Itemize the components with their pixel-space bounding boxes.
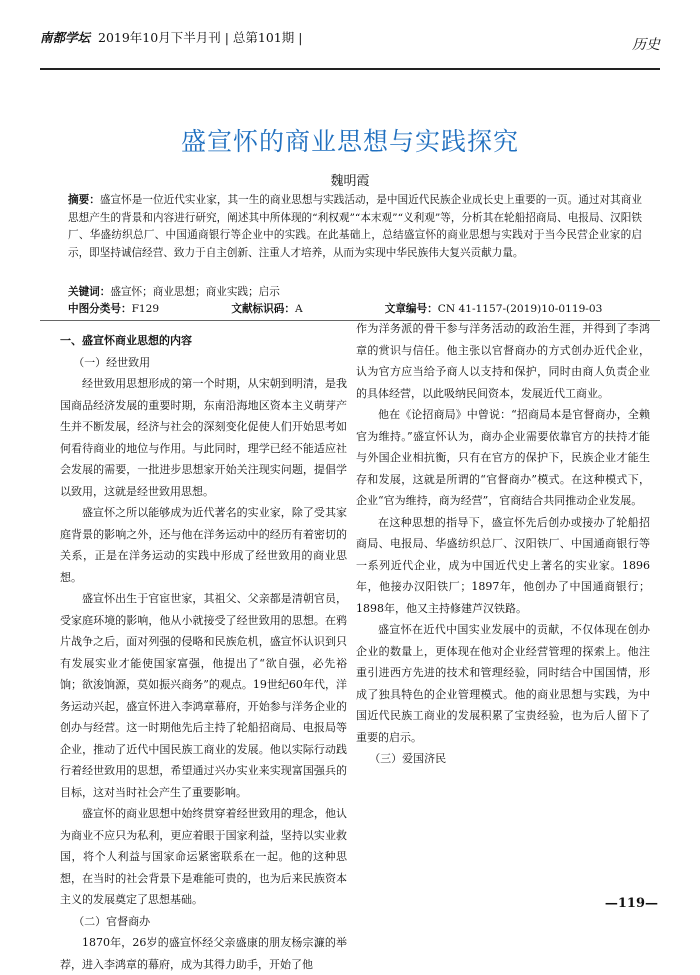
section-heading: 一、盛宣怀商业思想的内容 — [60, 334, 192, 347]
keywords-label: 关键词： — [68, 286, 111, 298]
abstract-label: 摘要： — [68, 194, 100, 206]
right-column — [356, 318, 650, 770]
page-number: —119— — [604, 896, 658, 911]
paragraph: 作为洋务派的骨干参与洋务活动的政治生涯，并得到了李鸿章的赏识与信任。他主张以官督商办的方式创办近代企业，认为官方应当给予商人以支持和保护，同时由商人负责企业的具体经营，以此吸纳民间资本，发展近代工商业。 — [356, 322, 650, 400]
paragraph: 1870年，26岁的盛宣怀经父亲盛康的朋友杨宗濂的举荐，进入李鸿章的幕府，成为其得力助手，开始了他 — [60, 936, 347, 971]
doc-code-value: A — [294, 303, 303, 315]
subsection-heading: （二）官督商办 — [73, 914, 151, 928]
paragraph: 盛宣怀在近代中国实业发展中的贡献，不仅体现在创办企业的数量上，更体现在他对企业经营管理的探索上。他注重引进西方先进的技术和管理经验，同时结合中国国情，形成了独具特色的企业管理模式。他的商业思想与实践，为中国近代民族工商业的发展积累了宝贵经验，也为后人留下了重要的启示。 — [356, 623, 650, 744]
paragraph: 他在《论招商局》中曾说：“招商局本是官督商办，全赖官为维持。”盛宣怀认为，商办企业需要依靠官方的扶持才能与外国企业相抗衡，只有在官方的保护下，民族企业才能生存和发展，这就是所谓的“官督商办”模式。在这种模式下，企业“官为维持，商为经营”，官商结合共同推动企业发展。 — [356, 408, 650, 507]
article-title: 盛宣怀的商业思想与实践探究 — [180, 127, 519, 156]
subsection-heading: （三）爱国济民 — [369, 752, 447, 765]
journal-info — [40, 28, 302, 46]
journal-name: 南都学坛 — [40, 30, 91, 45]
section-label: 历史 — [632, 37, 660, 53]
issue-info: 2019年10月下半月刊 | 总第101期 | — [98, 30, 303, 45]
abstract-text: 盛宣怀是一位近代实业家，其一生的商业思想与实践活动，是中国近代民族企业成长史上重要的一页。通过对其商业思想产生的背景和内容进行研究，阐述其中所体现的“利权观”“本末观”“义利观”等，分析其在轮船招商局、电报局、汉阳铁厂、华盛纺织总厂、中国通商银行等企业中的实践。在此基础上，总结盛宣怀的商业思想与实践对于当今民营企业家的启示，即坚持诚信经营、致力于自主创新、注重人才培养，从而为实现中华民族伟大复兴贡献力量。 — [68, 194, 642, 259]
running-header — [40, 28, 660, 70]
left-column — [60, 330, 347, 975]
paragraph: 经世致用思想形成的第一个时期，从宋朝到明清，是我国商品经济发展的重要时期，东南沿海地区资本主义萌芽产生并不断发展，经济与社会的深刻变化促使人们开始思考如何看待商业的地位与作用。与此同时，理学已经不能适应社会发展的需要，一批进步思想家开始关注现实问题，提倡学以致用，这就是经世致用思想。 — [60, 377, 347, 498]
doc-code-label: 文献标识码： — [231, 303, 295, 315]
article-no-value: CN 41-1157-(2019)10-0119-03 — [437, 303, 603, 315]
paragraph: 盛宣怀出生于官宦世家，其祖父、父亲都是清朝官员，受家庭环境的影响，他从小就接受了经世致用的思想。在鸦片战争之后，面对列强的侵略和民族危机，盛宣怀认识到只有发展实业才能使国家富强，他提出了“欲自强，必先裕饷；欲浚饷源，莫如振兴商务”的观点。19世纪60年代，洋务运动兴起，盛宣怀进入李鸿章幕府，开始参与洋务企业的创办与经营。这一时期他先后主持了轮船招商局、电报局等企业，推动了近代中国民族工商业的发展。他以实际行动践行着经世致用的思想，希望通过兴办实业来实现富国强兵的目标，这对当时社会产生了重要影响。 — [60, 592, 347, 799]
clc-label: 中图分类号： — [68, 303, 132, 315]
abstract — [68, 192, 642, 262]
paragraph: 在这种思想的指导下，盛宣怀先后创办或接办了轮船招商局、电报局、华盛纺织总厂、汉阳铁厂、中国通商银行等一系列近代企业，成为中国近代史上著名的实业家。1896年，他接办汉阳铁厂；1897年，他创办了中国通商银行；1898年，他又主持修建芦汉铁路。 — [356, 515, 650, 615]
clc-value: F129 — [131, 303, 160, 315]
paragraph: 盛宣怀之所以能够成为近代著名的实业家，除了受其家庭背景的影响之外，还与他在洋务运动中的经历有着密切的关系，正是在洋务运动的实践中形成了经世致用的商业思想。 — [60, 506, 347, 584]
author-name: 魏明霞 — [330, 174, 370, 189]
paragraph: 盛宣怀的商业思想中始终贯穿着经世致用的理念，他认为商业不应只为私利，更应着眼于国家利益，坚持以实业救国，将个人利益与国家命运紧密联系在一起。他的这种思想，在当时的社会背景下是难能可贵的，也为后来民族资本主义的发展奠定了思想基础。 — [60, 807, 347, 906]
subsection-heading: （一）经世致用 — [73, 355, 151, 369]
article-no-label: 文章编号： — [384, 303, 438, 315]
keywords-text: 盛宣怀；商业思想；商业实践；启示 — [110, 286, 280, 298]
article-meta — [68, 301, 660, 316]
keywords — [68, 284, 642, 299]
